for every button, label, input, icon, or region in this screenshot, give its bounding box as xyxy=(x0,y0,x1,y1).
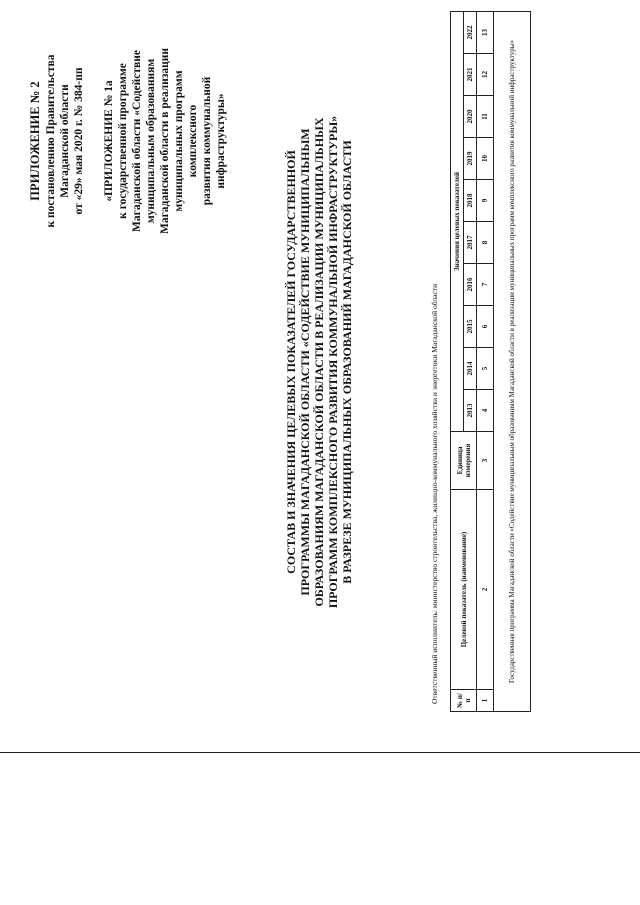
title-line: ОБРАЗОВАНИЯМ МАГАДАНСКОЙ ОБЛАСТИ В РЕАЛИЗАЦИИ МУНИЦИПАЛЬНЫХ xyxy=(312,117,326,607)
title-line: ПРОГРАММ КОМПЛЕКСНОГО РАЗВИТИЯ КОММУНАЛЬНОЙ ИНФРАСТРУКТУРЫ» xyxy=(326,115,340,609)
col-number-header: № п/п xyxy=(451,690,477,712)
column-number: 3 xyxy=(477,432,494,490)
appendix-block xyxy=(28,36,228,246)
year-header: 2015 xyxy=(464,306,477,348)
year-header: 2022 xyxy=(464,11,477,53)
column-number: 9 xyxy=(477,180,494,222)
column-number: 1 xyxy=(477,690,494,712)
column-number: 12 xyxy=(477,54,494,96)
indicators-table xyxy=(450,11,531,712)
year-header: 2021 xyxy=(464,54,477,96)
year-header: 2020 xyxy=(464,96,477,138)
appendix-sub-line: Магаданской области «Содействие xyxy=(131,50,143,232)
column-number: 7 xyxy=(477,264,494,306)
column-number: 13 xyxy=(477,11,494,53)
column-number: 2 xyxy=(477,490,494,690)
column-number: 4 xyxy=(477,390,494,432)
year-header: 2016 xyxy=(464,264,477,306)
column-number-row xyxy=(477,11,494,711)
appendix-date-line: от «29» мая 2020 г. № 384-пп xyxy=(73,67,85,215)
column-number: 5 xyxy=(477,348,494,390)
program-row xyxy=(494,11,531,711)
appendix-line: к постановлению Правительства xyxy=(45,54,57,228)
appendix-sub-heading: «ПРИЛОЖЕНИЕ № 1а xyxy=(103,80,115,202)
title-line: ПРОГРАММЫ МАГАДАНСКОЙ ОБЛАСТИ «СОДЕЙСТВИЕ МУНИЦИПАЛЬНЫМ xyxy=(298,128,312,596)
column-number: 8 xyxy=(477,222,494,264)
appendix-sub-line: муниципальным образованиям xyxy=(145,58,157,224)
appendix-sub-line: к государственной программе xyxy=(117,63,129,219)
column-number: 6 xyxy=(477,306,494,348)
appendix-sub-line: муниципальных программ комплексного xyxy=(173,70,199,212)
year-header: 2017 xyxy=(464,222,477,264)
program-title-cell: Государственная программа Магаданской области «Содействие муниципальным образованиям Магаданской области в реализации муниципальных программ комплексного развития коммунальной инфраструктуры» xyxy=(494,11,531,711)
column-number: 11 xyxy=(477,96,494,138)
appendix-line: Магаданской области xyxy=(59,84,71,198)
appendix-sub-line: инфраструктуры» xyxy=(215,93,227,189)
year-header: 2014 xyxy=(464,348,477,390)
appendix-heading: ПРИЛОЖЕНИЕ № 2 xyxy=(28,81,42,201)
document-title xyxy=(284,52,354,672)
appendix-sub-line: развития коммунальной xyxy=(201,76,213,206)
appendix-sub-line: Магаданской области в реализации xyxy=(159,47,171,235)
responsible-executor: Ответственный исполнитель: министерство строительства, жилищно-коммунального хозяйства и энергетики Магаданской области xyxy=(430,283,439,704)
col-indicator-header: Целевой показатель (наименование) xyxy=(451,490,477,690)
rotated-document-sheet xyxy=(22,12,622,712)
col-values-header: Значения целевых показателей xyxy=(451,11,464,431)
year-header: 2013 xyxy=(464,390,477,432)
page-divider-line xyxy=(0,752,640,753)
title-line: В РАЗРЕЗЕ МУНИЦИПАЛЬНЫХ ОБРАЗОВАНИЙ МАГАДАНСКОЙ ОБЛАСТИ xyxy=(340,140,354,584)
year-header: 2018 xyxy=(464,180,477,222)
col-unit-header: Единица измерения xyxy=(451,432,477,490)
column-number: 10 xyxy=(477,138,494,180)
title-line: СОСТАВ И ЗНАЧЕНИЯ ЦЕЛЕВЫХ ПОКАЗАТЕЛЕЙ ГОСУДАРСТВЕННОЙ xyxy=(284,150,298,574)
year-header: 2019 xyxy=(464,138,477,180)
